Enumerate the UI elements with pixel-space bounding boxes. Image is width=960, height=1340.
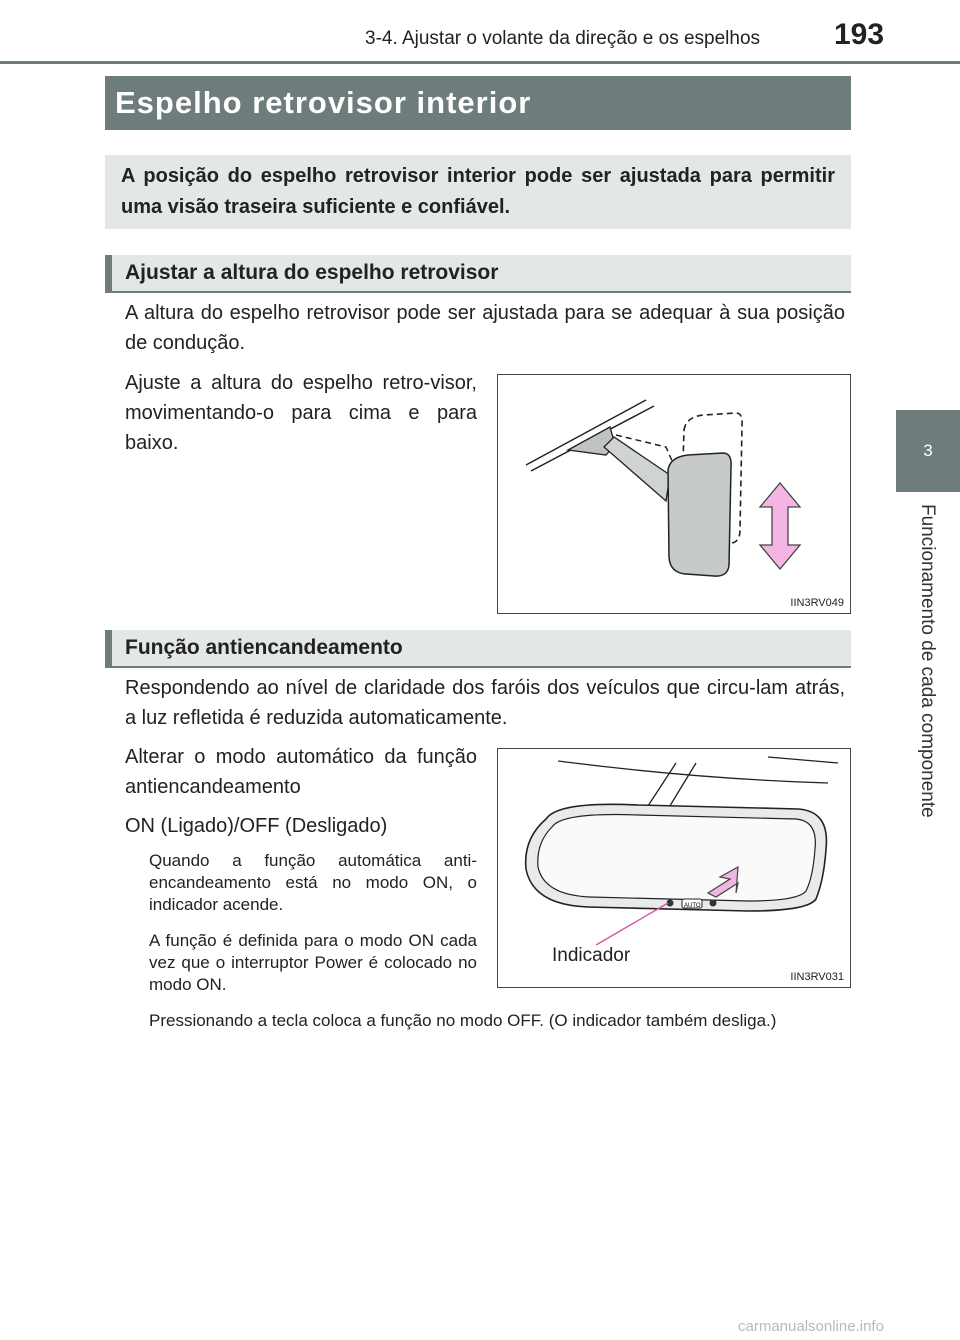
mirror-antiglare-figure xyxy=(497,748,851,988)
anti-glare-heading: Função antiencandeamento xyxy=(105,630,851,668)
mirror-antiglare-illustration xyxy=(498,749,849,986)
mirror-height-figure xyxy=(497,374,851,614)
section-intro: A posição do espelho retrovisor interior pode ser ajustada para permitir uma visão traseira suficiente e confiável. xyxy=(105,155,851,229)
anti-glare-para3: ON (Ligado)/OFF (Desligado) xyxy=(125,815,388,837)
section-title: Espelho retrovisor interior xyxy=(105,76,851,130)
running-head: 3-4. Ajustar o volante da direção e os espelhos xyxy=(365,28,761,49)
mirror-height-illustration xyxy=(498,375,849,612)
anti-glare-para1: Respondendo ao nível de claridade dos faróis dos veículos que circu-lam atrás, a luz refletida é reduzida automaticamente. xyxy=(125,677,845,729)
height-adjust-para1: A altura do espelho retrovisor pode ser ajustada para se adequar à sua posição de condução. xyxy=(125,302,845,354)
figure-code: IIN3RV049 xyxy=(790,597,844,609)
chapter-number: 3 xyxy=(923,441,933,460)
chapter-tab xyxy=(896,410,960,492)
figure-code: IIN3RV031 xyxy=(790,971,844,983)
anti-glare-note1: Quando a função automática anti-encandeamento está no modo ON, o indicador acende. xyxy=(149,851,477,914)
chapter-side-label xyxy=(896,494,960,1339)
anti-glare-note3: Pressionando a tecla coloca a função no modo OFF. (O indicador também desliga.) xyxy=(149,1011,777,1030)
indicator-label: Indicador xyxy=(552,945,631,966)
anti-glare-note2: A função é definida para o modo ON cada vez que o interruptor Power é colocado no modo ON. xyxy=(149,931,477,994)
chapter-title: Funcionamento de cada componente xyxy=(917,504,938,818)
height-adjust-heading: Ajustar a altura do espelho retrovisor xyxy=(105,255,851,293)
header-rule xyxy=(0,61,960,64)
height-adjust-para2: Ajuste a altura do espelho retro-visor, movimentando-o para cima e para baixo. xyxy=(125,372,477,454)
page-number: 193 xyxy=(834,18,885,51)
anti-glare-para2: Alterar o modo automático da função antiencandeamento xyxy=(125,746,477,798)
watermark: carmanualsonline.info xyxy=(738,1318,884,1335)
auto-button-label: AUTO xyxy=(684,903,701,909)
